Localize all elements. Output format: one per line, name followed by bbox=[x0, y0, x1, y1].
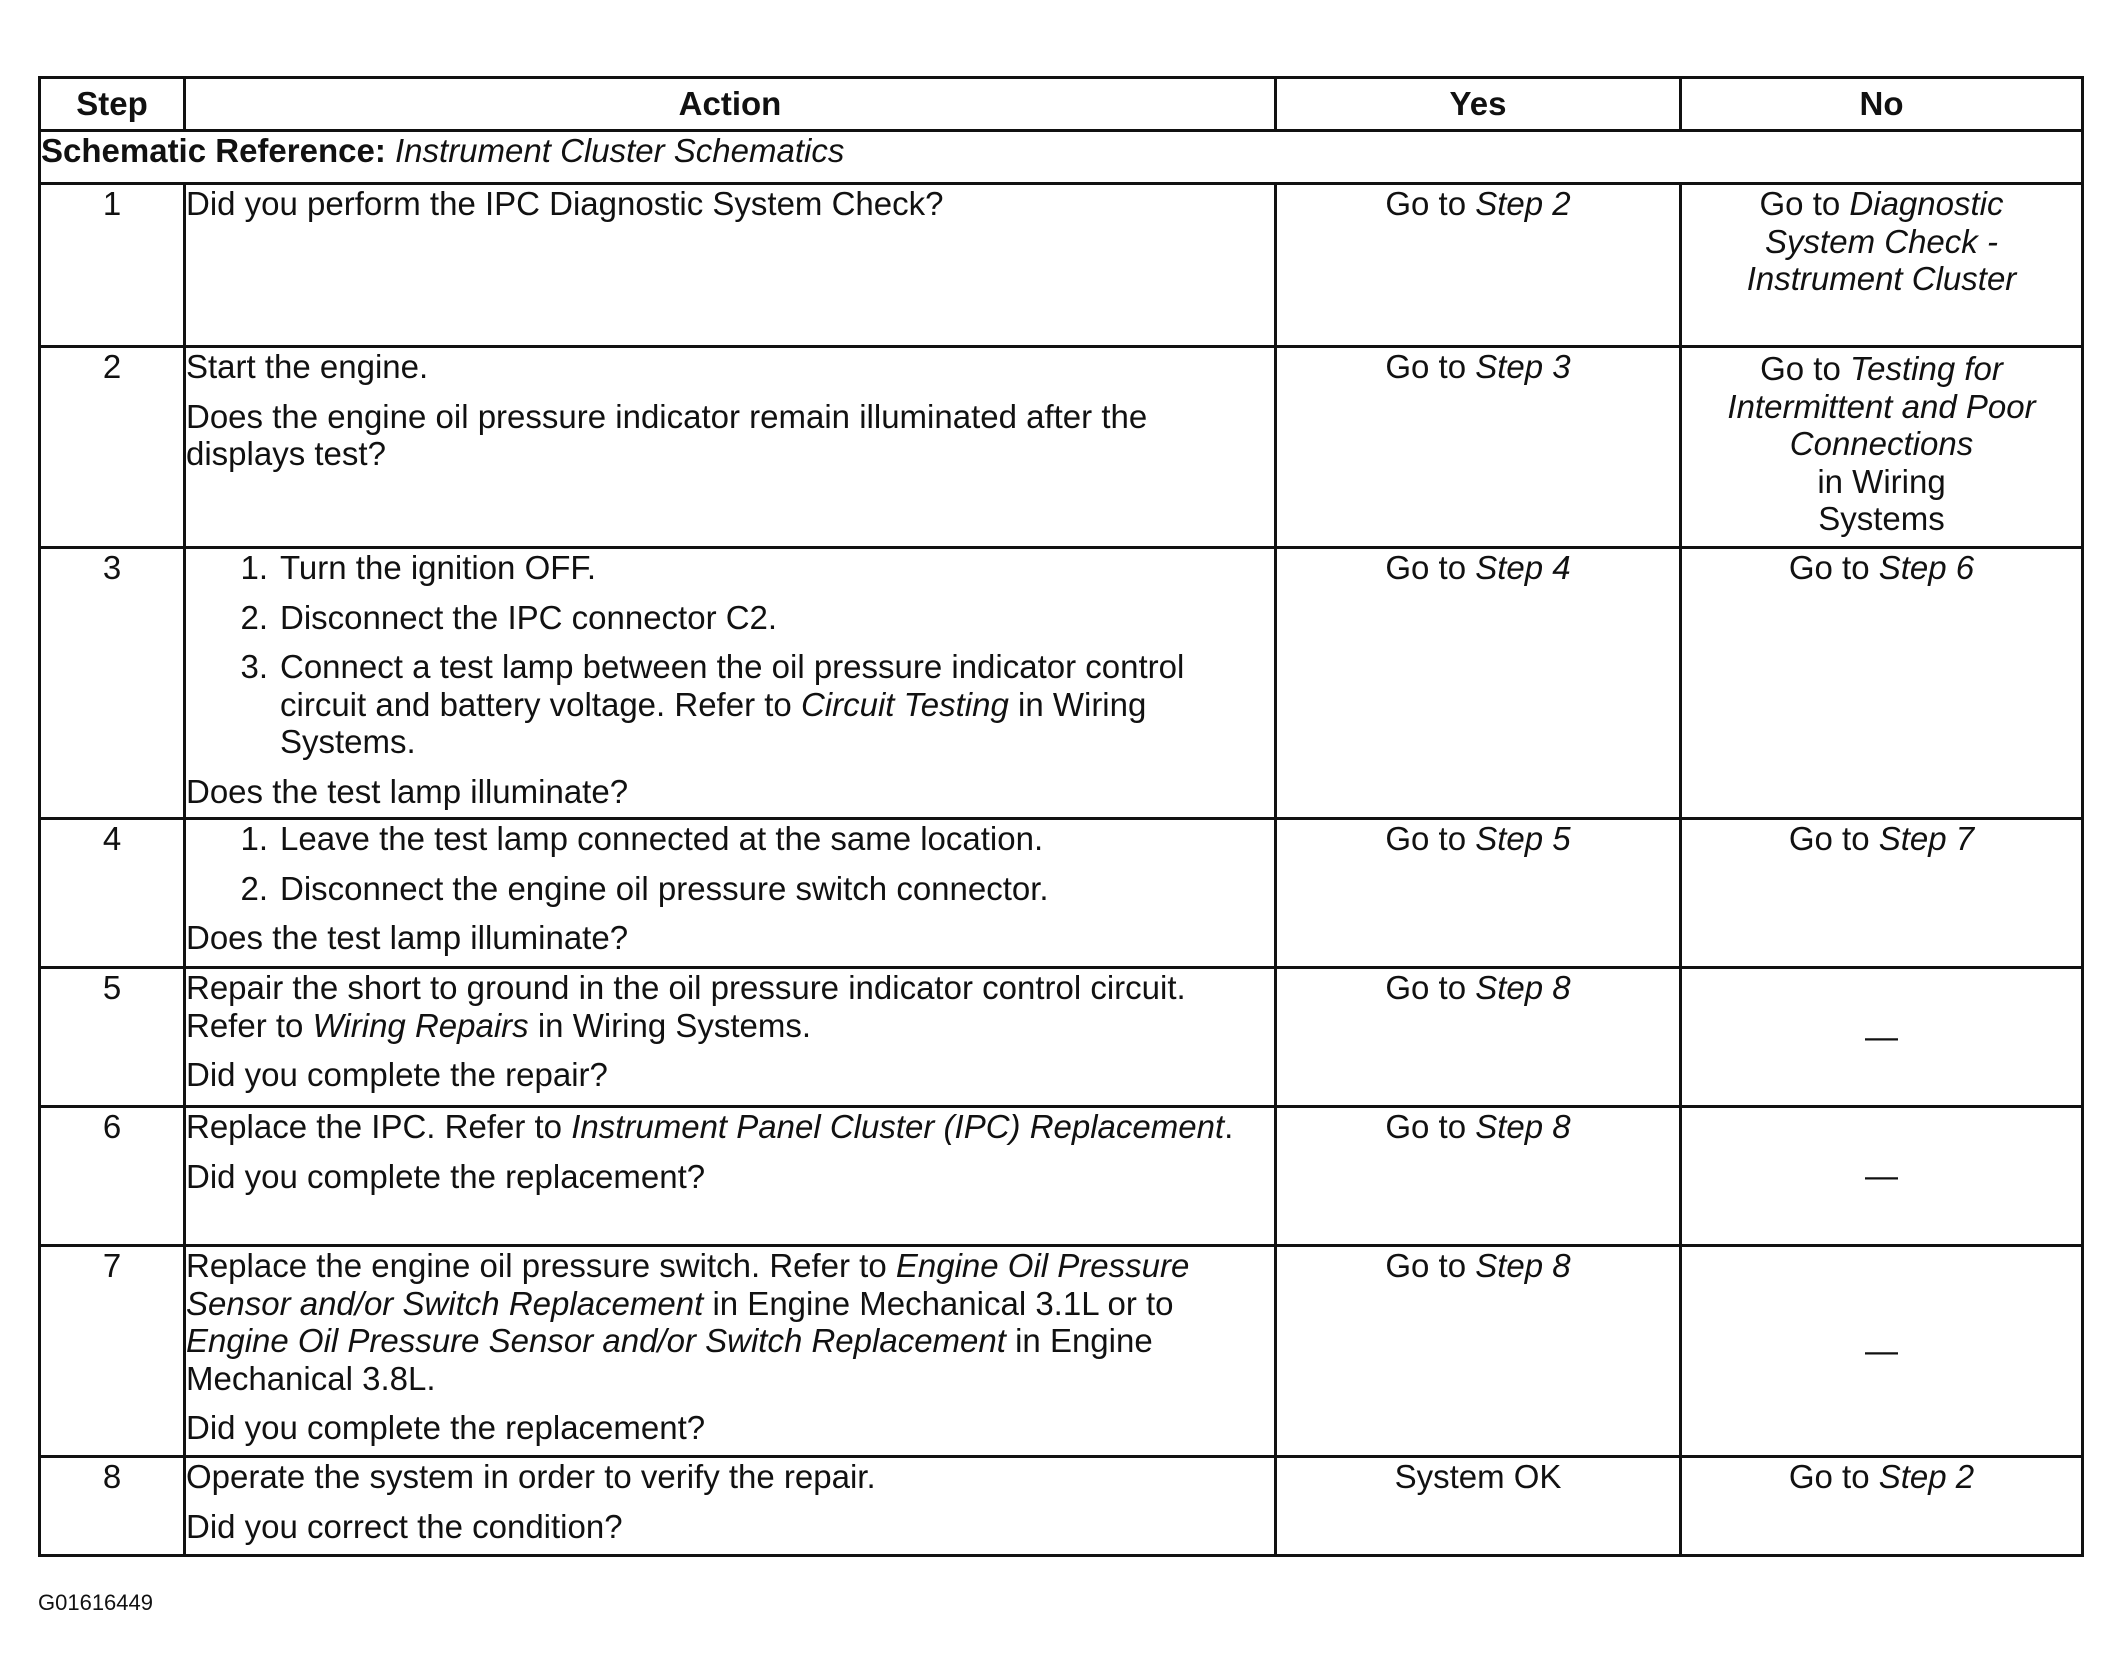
action-cell bbox=[185, 968, 1276, 1107]
action-cell bbox=[185, 1107, 1276, 1246]
step-number: 7 bbox=[40, 1246, 185, 1457]
action-text-part: in Wiring Systems. bbox=[537, 1006, 812, 1044]
header-yes: Yes bbox=[1276, 78, 1681, 131]
no-cell bbox=[1681, 819, 2083, 968]
no-suffix: Systems bbox=[1818, 500, 1945, 538]
step-number: 4 bbox=[40, 819, 185, 968]
action-question: Did you complete the repair? bbox=[186, 1056, 608, 1094]
substep-text-part: Connect a test lamp between the oil pressure indicator control circuit and battery voltage. Refer to bbox=[280, 648, 1185, 723]
action-cell bbox=[185, 548, 1276, 819]
action-text-part: Repair the short to ground in the oil pressure indicator control circuit. Refer to bbox=[186, 969, 1186, 1044]
substep-text: Turn the ignition OFF. bbox=[280, 549, 597, 586]
yes-cell bbox=[1276, 1107, 1681, 1246]
substep-number: 1. bbox=[240, 820, 268, 857]
list-item bbox=[186, 599, 1274, 637]
step-number: 3 bbox=[40, 548, 185, 819]
list-item bbox=[186, 870, 1274, 908]
action-cell bbox=[185, 819, 1276, 968]
yes-cell bbox=[1276, 819, 1681, 968]
header-action: Action bbox=[185, 78, 1276, 131]
table-row bbox=[40, 347, 2083, 548]
header-step: Step bbox=[40, 78, 185, 131]
substep-list bbox=[186, 820, 1274, 907]
schematic-row bbox=[40, 131, 2083, 184]
yes-link: Step 4 bbox=[1475, 549, 1571, 586]
action-text: Did you perform the IPC Diagnostic System Check? bbox=[186, 185, 944, 222]
yes-link: Step 8 bbox=[1475, 1247, 1571, 1284]
no-prefix: Go to bbox=[1760, 350, 1841, 387]
action-text bbox=[186, 1247, 1274, 1397]
schematic-link: Instrument Cluster Schematics bbox=[395, 132, 845, 169]
no-dash: — bbox=[1865, 1018, 1898, 1056]
no-link: Step 6 bbox=[1878, 549, 1975, 586]
reference-link: Wiring Repairs bbox=[312, 1006, 529, 1044]
yes-prefix: Go to bbox=[1385, 549, 1467, 586]
action-question: Does the test lamp illuminate? bbox=[186, 773, 629, 811]
reference-link: Engine Oil Pressure Sensor and/or Switch Replacement bbox=[186, 1247, 1190, 1322]
substep-list bbox=[186, 549, 1274, 761]
header-row bbox=[40, 78, 2083, 131]
action-text: Operate the system in order to verify the repair. bbox=[186, 1458, 876, 1495]
yes-text: System OK bbox=[1394, 1458, 1562, 1495]
action-cell bbox=[185, 1246, 1276, 1457]
yes-link: Step 5 bbox=[1475, 820, 1571, 857]
substep-number: 3. bbox=[240, 648, 268, 686]
table-row bbox=[40, 1246, 2083, 1457]
substep-number: 1. bbox=[240, 549, 268, 586]
table-row bbox=[40, 548, 2083, 819]
action-text-part: Replace the IPC. Refer to bbox=[186, 1108, 563, 1145]
table-row bbox=[40, 819, 2083, 968]
step-number: 6 bbox=[40, 1107, 185, 1246]
action-cell bbox=[185, 184, 1276, 347]
no-suffix: in Wiring bbox=[1817, 462, 1946, 500]
action-question: Did you complete the replacement? bbox=[186, 1409, 706, 1447]
reference-link: Instrument Panel Cluster (IPC) Replacement bbox=[571, 1108, 1225, 1145]
no-cell bbox=[1681, 184, 2083, 347]
no-link: Testing for bbox=[1850, 350, 2003, 387]
action-text bbox=[186, 969, 1274, 1044]
step-number: 2 bbox=[40, 347, 185, 548]
action-text-part: . bbox=[1224, 1108, 1234, 1145]
table-row bbox=[40, 968, 2083, 1107]
reference-link: Circuit Testing bbox=[800, 685, 1009, 723]
schematic-label: Schematic Reference: bbox=[41, 132, 386, 169]
no-cell bbox=[1681, 347, 2083, 548]
substep-text bbox=[280, 648, 1274, 761]
yes-cell bbox=[1276, 1246, 1681, 1457]
yes-link: Step 8 bbox=[1475, 969, 1571, 1006]
table-row bbox=[40, 1107, 2083, 1246]
table-row bbox=[40, 184, 2083, 347]
step-number: 1 bbox=[40, 184, 185, 347]
no-cell bbox=[1681, 1457, 2083, 1556]
yes-prefix: Go to bbox=[1385, 820, 1467, 857]
no-prefix: Go to bbox=[1788, 1458, 1870, 1495]
yes-cell bbox=[1276, 968, 1681, 1107]
diagnostic-table bbox=[38, 76, 2084, 1557]
yes-cell bbox=[1276, 347, 1681, 548]
action-text-part: in Engine Mechanical 3.1L or to bbox=[712, 1284, 1174, 1322]
action-text: Start the engine. bbox=[186, 348, 429, 385]
no-cell bbox=[1681, 1246, 2083, 1457]
action-cell bbox=[185, 1457, 1276, 1556]
action-cell bbox=[185, 347, 1276, 548]
table-row bbox=[40, 1457, 2083, 1556]
yes-link: Step 8 bbox=[1475, 1108, 1571, 1145]
step-number: 8 bbox=[40, 1457, 185, 1556]
action-question: Does the engine oil pressure indicator remain illuminated after the displays test? bbox=[186, 397, 1148, 473]
yes-cell bbox=[1276, 1457, 1681, 1556]
substep-number: 2. bbox=[240, 869, 268, 907]
no-link: Step 2 bbox=[1878, 1458, 1975, 1495]
no-link: Step 7 bbox=[1878, 820, 1975, 857]
no-prefix: Go to bbox=[1759, 185, 1841, 222]
no-dash: — bbox=[1865, 1157, 1898, 1195]
list-item bbox=[186, 549, 1274, 587]
no-link: Intermittent and Poor bbox=[1727, 387, 2036, 425]
no-cell bbox=[1681, 968, 2083, 1107]
list-item bbox=[186, 820, 1274, 858]
no-link: Diagnostic bbox=[1849, 185, 2004, 222]
yes-prefix: Go to bbox=[1385, 1108, 1467, 1145]
step-number: 5 bbox=[40, 968, 185, 1107]
yes-link: Step 3 bbox=[1475, 348, 1571, 385]
yes-prefix: Go to bbox=[1385, 185, 1467, 222]
no-link: System Check - bbox=[1765, 222, 1998, 260]
substep-number: 2. bbox=[240, 598, 268, 636]
header-no: No bbox=[1681, 78, 2083, 131]
figure-id: G01616449 bbox=[38, 1590, 153, 1615]
yes-link: Step 2 bbox=[1475, 185, 1571, 222]
yes-prefix: Go to bbox=[1385, 348, 1467, 385]
no-cell bbox=[1681, 1107, 2083, 1246]
no-prefix: Go to bbox=[1788, 549, 1870, 586]
action-text-part: in Engine Mechanical 3.8L. bbox=[186, 1322, 1153, 1397]
no-dash: — bbox=[1865, 1332, 1898, 1370]
action-question: Did you correct the condition? bbox=[186, 1507, 623, 1545]
action-question: Does the test lamp illuminate? bbox=[186, 919, 629, 957]
substep-text: Leave the test lamp connected at the same location. bbox=[280, 820, 1044, 857]
reference-link: Engine Oil Pressure Sensor and/or Switch Replacement bbox=[186, 1322, 1006, 1360]
no-link: Instrument Cluster bbox=[1746, 260, 2017, 298]
schematic-reference bbox=[40, 131, 2083, 184]
yes-cell bbox=[1276, 548, 1681, 819]
yes-prefix: Go to bbox=[1385, 1247, 1467, 1284]
yes-cell bbox=[1276, 184, 1681, 347]
action-text-part: Replace the engine oil pressure switch. Refer to bbox=[186, 1247, 887, 1284]
yes-prefix: Go to bbox=[1385, 969, 1467, 1006]
action-question: Did you complete the replacement? bbox=[186, 1157, 706, 1195]
no-prefix: Go to bbox=[1788, 820, 1870, 857]
substep-text-part: in Wiring Systems. bbox=[280, 685, 1147, 761]
list-item bbox=[186, 648, 1274, 761]
substep-text: Disconnect the engine oil pressure switch connector. bbox=[280, 869, 1049, 907]
substep-text: Disconnect the IPC connector C2. bbox=[280, 598, 778, 636]
no-cell bbox=[1681, 548, 2083, 819]
action-text bbox=[186, 1108, 1274, 1146]
no-link: Connections bbox=[1789, 425, 1974, 463]
